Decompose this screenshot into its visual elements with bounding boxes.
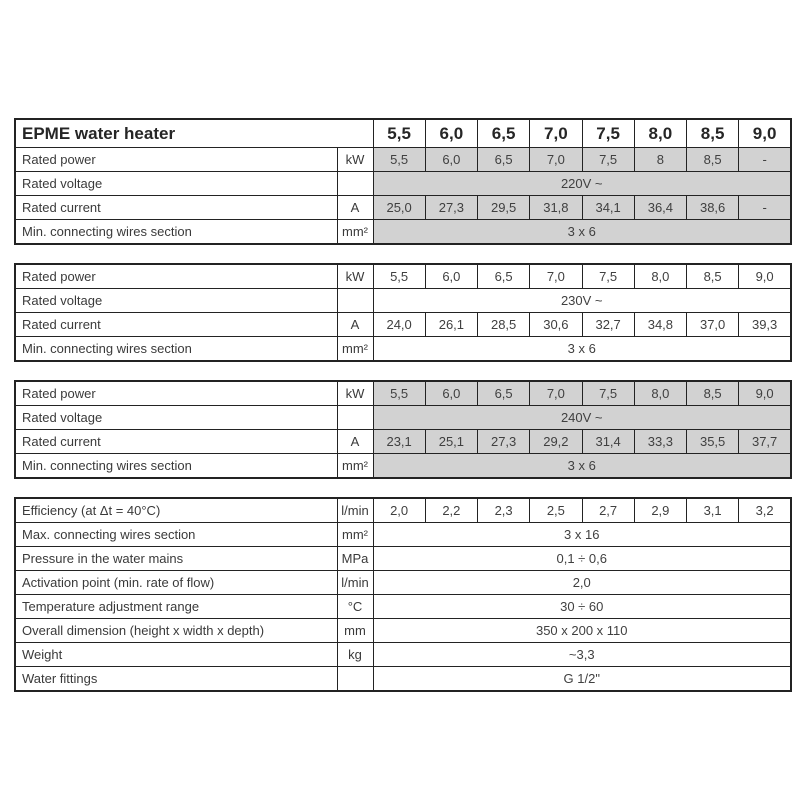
value-cell: 9,0	[739, 381, 791, 406]
value-cell: 6,5	[478, 148, 530, 172]
value-cell: 31,8	[530, 196, 582, 220]
value-cell: 2,5	[530, 498, 582, 523]
value-cell: 6,0	[425, 264, 477, 289]
row-unit: A	[337, 430, 373, 454]
value-cell: 37,0	[687, 313, 739, 337]
value-cell: 39,3	[739, 313, 791, 337]
value-cell: 31,4	[582, 430, 634, 454]
value-cell: 7,0	[530, 264, 582, 289]
value-cell: 6,5	[478, 264, 530, 289]
value-cell: 2,9	[634, 498, 686, 523]
power-column-header: 7,5	[582, 119, 634, 148]
spec-row	[15, 313, 791, 337]
spec-row	[15, 172, 791, 196]
row-unit: kW	[337, 148, 373, 172]
value-cell: -	[739, 148, 791, 172]
value-cell: 28,5	[478, 313, 530, 337]
row-label: Rated power	[15, 381, 337, 406]
row-unit	[337, 289, 373, 313]
spec-row	[15, 430, 791, 454]
row-label: Water fittings	[15, 667, 337, 692]
spec-row	[15, 454, 791, 479]
value-cell: 7,0	[530, 148, 582, 172]
value-cell: 7,5	[582, 148, 634, 172]
general-spec-table	[14, 497, 792, 692]
row-label: Rated current	[15, 430, 337, 454]
row-unit: kW	[337, 381, 373, 406]
row-label: Min. connecting wires section	[15, 337, 337, 362]
row-unit: mm²	[337, 454, 373, 479]
row-label: Weight	[15, 643, 337, 667]
row-label: Min. connecting wires section	[15, 454, 337, 479]
merged-value-cell: 3 x 6	[373, 220, 791, 245]
merged-value-cell: 3 x 6	[373, 454, 791, 479]
value-cell: 29,5	[478, 196, 530, 220]
spec-row	[15, 148, 791, 172]
row-label: Rated voltage	[15, 406, 337, 430]
spec-table-230v	[14, 263, 792, 362]
row-unit: °C	[337, 595, 373, 619]
value-cell: 2,2	[425, 498, 477, 523]
row-unit: A	[337, 196, 373, 220]
row-unit	[337, 172, 373, 196]
spec-table-240v	[14, 380, 792, 479]
product-title: EPME water heater	[15, 119, 373, 148]
spec-row	[15, 498, 791, 523]
row-unit	[337, 406, 373, 430]
value-cell: 8,5	[687, 381, 739, 406]
row-label: Rated power	[15, 264, 337, 289]
merged-value-cell: 2,0	[373, 571, 791, 595]
row-label: Activation point (min. rate of flow)	[15, 571, 337, 595]
value-cell: 25,0	[373, 196, 425, 220]
table-header-row	[15, 119, 791, 148]
value-cell: 5,5	[373, 381, 425, 406]
row-label: Efficiency (at Δt = 40°C)	[15, 498, 337, 523]
value-cell: 26,1	[425, 313, 477, 337]
row-unit	[337, 667, 373, 692]
spec-row	[15, 619, 791, 643]
merged-value-cell: 220V ~	[373, 172, 791, 196]
power-column-header: 6,0	[425, 119, 477, 148]
power-column-header: 6,5	[478, 119, 530, 148]
value-cell: 38,6	[687, 196, 739, 220]
value-cell: 8,0	[634, 381, 686, 406]
merged-value-cell: G 1/2"	[373, 667, 791, 692]
value-cell: 8	[634, 148, 686, 172]
value-cell: 30,6	[530, 313, 582, 337]
row-label: Temperature adjustment range	[15, 595, 337, 619]
merged-value-cell: 30 ÷ 60	[373, 595, 791, 619]
spec-row	[15, 264, 791, 289]
row-unit: mm²	[337, 337, 373, 362]
power-column-header: 5,5	[373, 119, 425, 148]
spec-row	[15, 196, 791, 220]
row-label: Rated current	[15, 313, 337, 337]
spec-row	[15, 337, 791, 362]
spec-row	[15, 406, 791, 430]
row-label: Pressure in the water mains	[15, 547, 337, 571]
value-cell: 25,1	[425, 430, 477, 454]
row-label: Rated power	[15, 148, 337, 172]
row-label: Rated voltage	[15, 289, 337, 313]
value-cell: 3,1	[687, 498, 739, 523]
value-cell: 2,3	[478, 498, 530, 523]
value-cell: 27,3	[478, 430, 530, 454]
spec-table-220v	[14, 118, 792, 245]
merged-value-cell: 0,1 ÷ 0,6	[373, 547, 791, 571]
value-cell: 8,5	[687, 148, 739, 172]
spec-row	[15, 289, 791, 313]
row-unit: mm	[337, 619, 373, 643]
value-cell: 8,0	[634, 264, 686, 289]
row-unit: MPa	[337, 547, 373, 571]
value-cell: 8,5	[687, 264, 739, 289]
value-cell: 2,0	[373, 498, 425, 523]
value-cell: 6,5	[478, 381, 530, 406]
merged-value-cell: 3 x 6	[373, 337, 791, 362]
power-column-header: 9,0	[739, 119, 791, 148]
value-cell: 7,5	[582, 264, 634, 289]
value-cell: -	[739, 196, 791, 220]
value-cell: 33,3	[634, 430, 686, 454]
row-unit: l/min	[337, 498, 373, 523]
spec-row	[15, 381, 791, 406]
value-cell: 34,1	[582, 196, 634, 220]
row-label: Min. connecting wires section	[15, 220, 337, 245]
spec-row	[15, 523, 791, 547]
merged-value-cell: 240V ~	[373, 406, 791, 430]
value-cell: 27,3	[425, 196, 477, 220]
spec-row	[15, 220, 791, 245]
value-cell: 7,0	[530, 381, 582, 406]
value-cell: 37,7	[739, 430, 791, 454]
row-unit: A	[337, 313, 373, 337]
merged-value-cell: 230V ~	[373, 289, 791, 313]
value-cell: 23,1	[373, 430, 425, 454]
value-cell: 29,2	[530, 430, 582, 454]
power-column-header: 8,0	[634, 119, 686, 148]
value-cell: 5,5	[373, 264, 425, 289]
spec-row	[15, 547, 791, 571]
row-unit: mm²	[337, 220, 373, 245]
value-cell: 34,8	[634, 313, 686, 337]
value-cell: 5,5	[373, 148, 425, 172]
spec-tables-area	[14, 118, 790, 710]
value-cell: 6,0	[425, 148, 477, 172]
value-cell: 3,2	[739, 498, 791, 523]
merged-value-cell: 3 x 16	[373, 523, 791, 547]
value-cell: 7,5	[582, 381, 634, 406]
spec-row	[15, 571, 791, 595]
spec-row	[15, 667, 791, 692]
value-cell: 2,7	[582, 498, 634, 523]
power-column-header: 8,5	[687, 119, 739, 148]
merged-value-cell: ~3,3	[373, 643, 791, 667]
value-cell: 6,0	[425, 381, 477, 406]
spec-row	[15, 595, 791, 619]
spec-row	[15, 643, 791, 667]
row-label: Overall dimension (height x width x depth)	[15, 619, 337, 643]
value-cell: 35,5	[687, 430, 739, 454]
row-unit: mm²	[337, 523, 373, 547]
value-cell: 36,4	[634, 196, 686, 220]
row-label: Max. connecting wires section	[15, 523, 337, 547]
value-cell: 9,0	[739, 264, 791, 289]
row-unit: kW	[337, 264, 373, 289]
row-label: Rated voltage	[15, 172, 337, 196]
row-unit: l/min	[337, 571, 373, 595]
row-unit: kg	[337, 643, 373, 667]
value-cell: 24,0	[373, 313, 425, 337]
value-cell: 32,7	[582, 313, 634, 337]
merged-value-cell: 350 x 200 x 110	[373, 619, 791, 643]
row-label: Rated current	[15, 196, 337, 220]
power-column-header: 7,0	[530, 119, 582, 148]
